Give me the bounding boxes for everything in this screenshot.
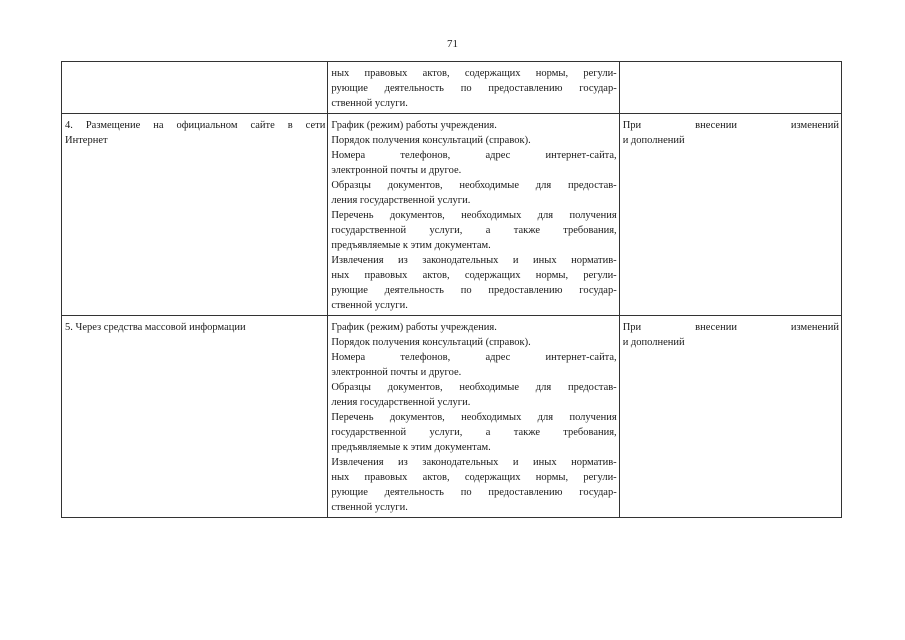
cell-text-line: ственной услуги. [331, 502, 408, 513]
cell-text-line: государственной услуги, а также требования, [331, 225, 617, 236]
info-content-cell [328, 316, 619, 518]
info-method-cell [62, 316, 328, 518]
cell-text-line: Извлечения из законодательных и иных норматив- [331, 457, 617, 468]
cell-text-line: Перечень документов, необходимых для получения [331, 412, 617, 423]
cell-text-line: ных правовых актов, содержащих нормы, регули- [331, 68, 617, 79]
cell-text-line: Номера телефонов, адрес интернет-сайта, [331, 352, 617, 363]
cell-text-line: ственной услуги. [331, 98, 408, 109]
cell-text-line: и дополнений [622, 337, 685, 348]
cell-text-line: 4. Размещение на официальном сайте в сети [65, 120, 326, 131]
cell-text-line: предъявляемые к этим документам. [331, 240, 491, 251]
cell-text-line: предъявляемые к этим документам. [331, 442, 491, 453]
cell-text-line: рующие деятельность по предоставлению государ- [331, 285, 617, 296]
cell-text-line: 5. Через средства массовой информации [65, 322, 246, 333]
cell-text-line: ления государственной услуги. [331, 195, 471, 206]
table-row [62, 62, 842, 114]
cell-text-line: График (режим) работы учреждения. [331, 120, 497, 131]
cell-text-line: рующие деятельность по предоставлению государ- [331, 487, 617, 498]
cell-text-line: Порядок получения консультаций (справок). [331, 337, 531, 348]
cell-text-line: государственной услуги, а также требования, [331, 427, 617, 438]
update-frequency-cell [619, 316, 841, 518]
update-frequency-cell [619, 62, 841, 114]
cell-text-line: Извлечения из законодательных и иных норматив- [331, 255, 617, 266]
cell-text-line: электронной почты и другое. [331, 165, 462, 176]
page-number: 71 [447, 38, 458, 50]
cell-text-line: Интернет [65, 135, 108, 146]
table-row [62, 316, 842, 518]
table-body [62, 62, 842, 518]
document-table [61, 61, 842, 518]
cell-text-line: Образцы документов, необходимые для предостав- [331, 180, 617, 191]
cell-text-line: При внесении изменений [622, 120, 839, 131]
cell-text-line: Номера телефонов, адрес интернет-сайта, [331, 150, 617, 161]
cell-text-line: рующие деятельность по предоставлению государ- [331, 83, 617, 94]
cell-text-line: При внесении изменений [622, 322, 839, 333]
update-frequency-cell [619, 114, 841, 316]
cell-text-line: ных правовых актов, содержащих нормы, регули- [331, 472, 617, 483]
cell-text-line: электронной почты и другое. [331, 367, 462, 378]
cell-text-line: ственной услуги. [331, 300, 408, 311]
info-method-cell [62, 114, 328, 316]
cell-text-line: и дополнений [622, 135, 685, 146]
cell-text-line: Порядок получения консультаций (справок). [331, 135, 531, 146]
table-row [62, 114, 842, 316]
cell-text-line: ления государственной услуги. [331, 397, 471, 408]
info-method-cell [62, 62, 328, 114]
info-content-cell [328, 62, 619, 114]
cell-text-line: Перечень документов, необходимых для получения [331, 210, 617, 221]
cell-text-line: Образцы документов, необходимые для предостав- [331, 382, 617, 393]
info-content-cell [328, 114, 619, 316]
cell-text-line: ных правовых актов, содержащих нормы, регули- [331, 270, 617, 281]
cell-text-line: График (режим) работы учреждения. [331, 322, 497, 333]
